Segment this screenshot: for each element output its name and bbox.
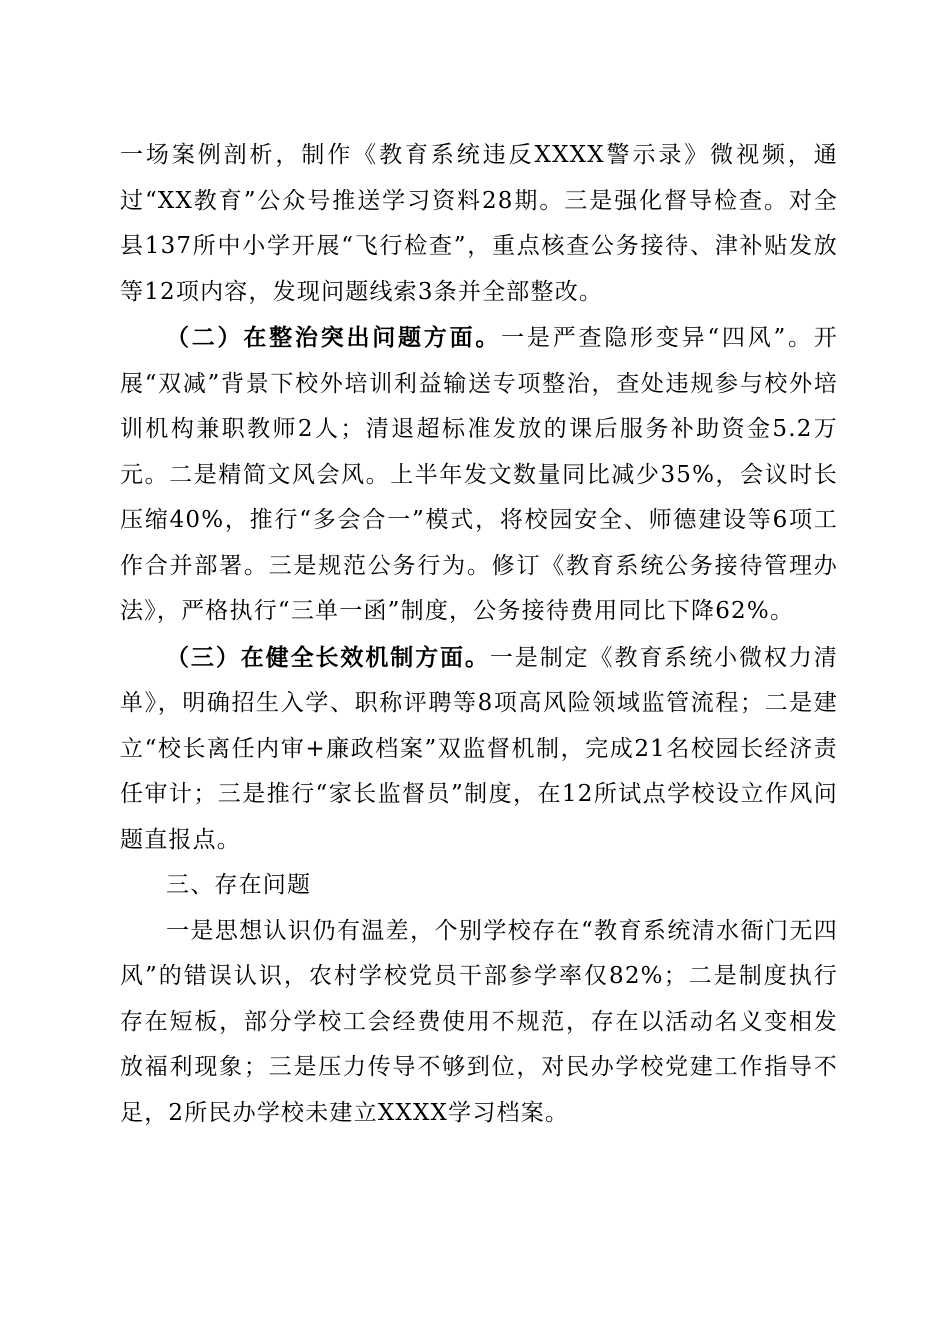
paragraph-supervision-continued bbox=[120, 133, 838, 315]
section-heading-existing-problems: 三、存在问题 bbox=[166, 872, 312, 898]
paragraph-lead-heading: （二）在整治突出问题方面。 bbox=[166, 324, 502, 351]
paragraph-text: 一是思想认识仍有温差，个别学校存在“教育系统清水衙门无四风”的错误认识，农村学校党员干部参学率仅82%；二是制度执行存在短板，部分学校工会经费使用不规范，存在以活动名义变相发放福利现象；三是压力传导不够到位，对民办学校党建工作指导不足，2所民办学校未建立XXXX学习档案。 bbox=[120, 917, 838, 1126]
paragraph-text: 一场案例剖析，制作《教育系统违反XXXX警示录》微视频，通过“XX教育”公众号推送学习资料28期。三是强化督导检查。对全县137所中小学开展“飞行检查”，重点核查公务接待、津补贴发放等12项内容，发现问题线索3条并全部整改。 bbox=[120, 142, 838, 305]
paragraph-text: 一是严查隐形变异“四风”。开展“双减”背景下校外培训利益输送专项整治，查处违规参与校外培训机构兼职教师2人；清退超标准发放的课后服务补助资金5.2万元。二是精简文风会风。上半年发文数量同比减少35%，会议时长压缩40%，推行“多会合一”模式，将校园安全、师德建设等6项工作合并部署。三是规范公务行为。修订《教育系统公务接待管理办法》，严格执行“三单一函”制度，公务接待费用同比下降62%。 bbox=[120, 325, 838, 624]
paragraph-lead-heading: （三）在健全长效机制方面。 bbox=[166, 643, 490, 671]
paragraph-long-term-mechanism bbox=[120, 635, 838, 864]
paragraph-text: 一是制定《教育系统小微权力清单》，明确招生入学、职称评聘等8项高风险领域监管流程；二是建立“校长离任内审+廉政档案”双监督机制，完成21名校园长经济责任审计；三是推行“家长监督员”制度，在12所试点学校设立作风问题直报点。 bbox=[120, 644, 838, 853]
paragraph-rectify-problems bbox=[120, 315, 838, 635]
paragraph-existing-problems bbox=[120, 909, 838, 1137]
document-page bbox=[120, 133, 838, 1136]
